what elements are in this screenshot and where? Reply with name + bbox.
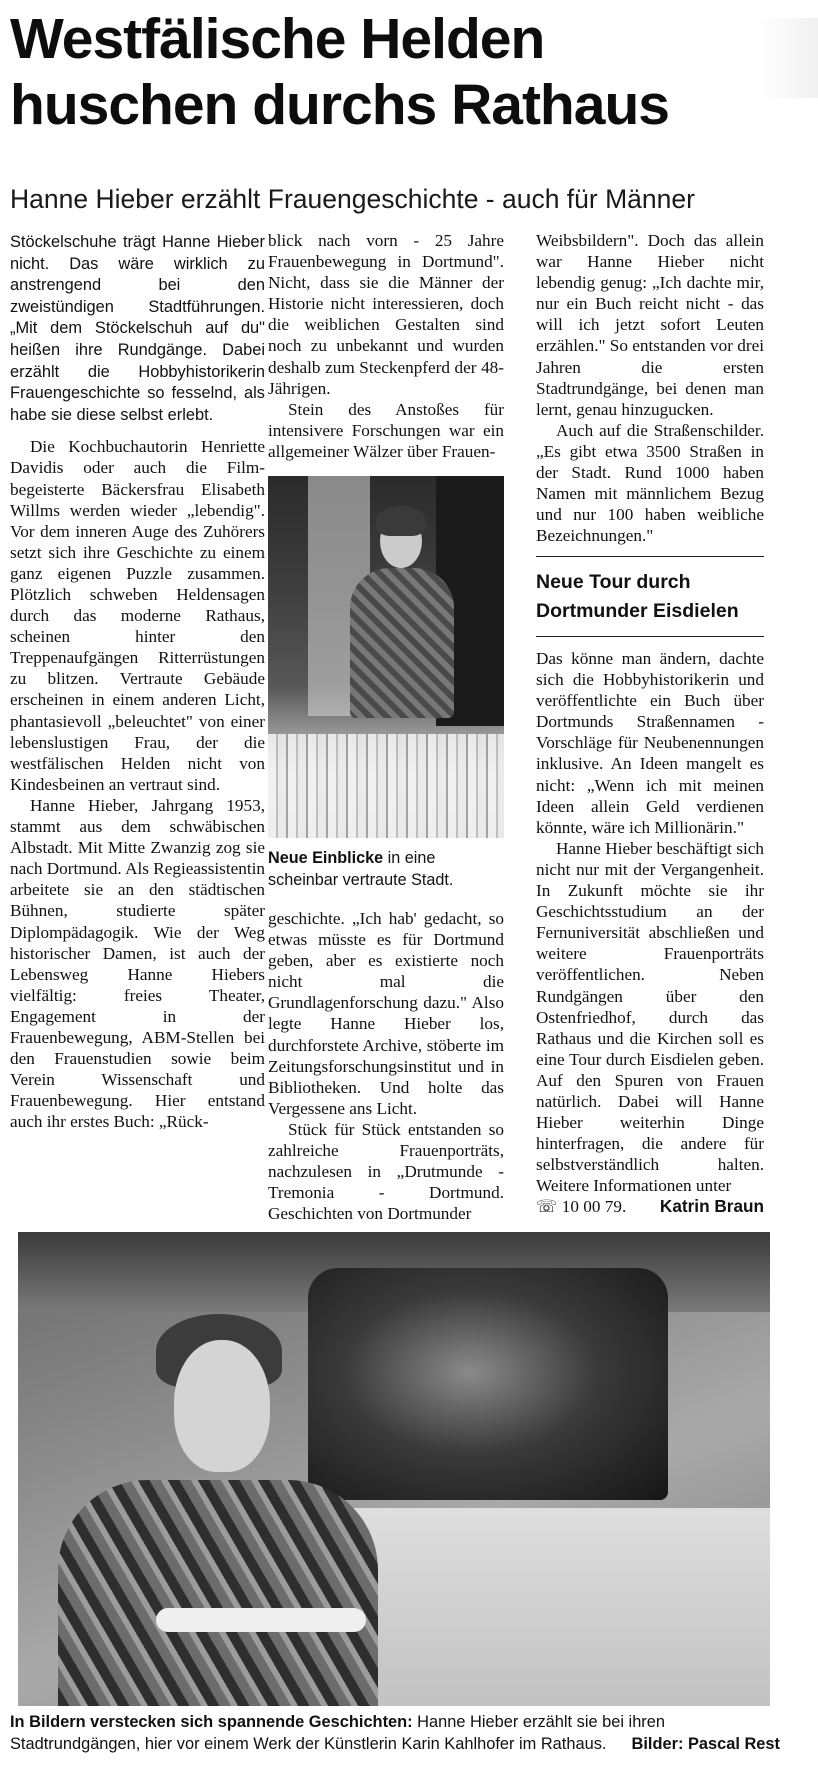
body-paragraph: Weibsbildern". Doch das allein war Hanne Hieber nicht lebendig genug: „Ich dachte mir, nur ein Buch reicht nicht - das will ich jetzt sofort Leuten erzählen." So entstanden vor drei Jahren die ersten Stadtrundgänge, bei denen man lernt, genau hinzugucken. <box>536 231 764 419</box>
photo-city-model <box>268 734 504 838</box>
body-paragraph: Hanne Hieber, Jahrgang 1953, stammt aus dem schwäbischen Albstadt. Mit Mitte Zwanzig zog sie nach Dortmund. Als Regieassistentin arbeitete sie an den städtischen Bühnen, studierte später Diplompädagogik. Wie der Weg historischer Damen, ist auch der Lebensweg Hanne Hiebers vielfältig: freies Theater, Engagement in der Frauenbewegung, ABM-Stellen bei den Frauenstudien sowie beim Verein Wissenschaft und Frauenbewegung. Hier entstand auch ihr erstes Buch: „Rück- <box>10 795 265 1132</box>
section-divider <box>536 556 764 557</box>
photo-credit: Bilder: Pascal Rest <box>631 1734 780 1753</box>
caption-text: in eine scheinbar vertraute Stadt. <box>268 849 454 889</box>
photo-woman-in-front-of-painting <box>18 1232 770 1706</box>
body-paragraph: Stein des Anstoßes für intensivere Forschungen war ein allgemeiner Wälzer über Frauen- <box>268 399 504 461</box>
article-column-3 <box>536 230 764 546</box>
body-paragraph: blick nach vorn - 25 Jahre Frauenbewegung in Dortmund". Nicht, dass sie die Männer der Historie nicht interessieren, doch die weiblichen Gestalten sind noch zu unbekannt und wurden deshalb zum Steckenpferd der 48-Jährigen. <box>268 231 504 398</box>
article-column-1 <box>10 232 265 1132</box>
photo-person-body <box>350 568 454 718</box>
photo-person-face <box>174 1340 270 1472</box>
caption-bold-lead: In Bildern verstecken sich spannende Geschichten: <box>10 1713 413 1731</box>
photo-wall <box>318 1508 770 1706</box>
author-byline: Katrin Braun <box>659 1196 764 1217</box>
body-paragraph: Hanne Hieber beschäftigt sich nicht nur mit der Vergangenheit. In Zukunft möchte sie ihr Geschichtsstudium an der Fernuniversität abschließen und weitere Frauenporträts veröffentlichen. Neben Rundgängen über den Ostenfriedhof, durch das Rathaus und die Kirchen soll es eine Tour durch Eisdielen geben. Auf den Spuren von Frauen natürlich. Dabei will Hanne Hieber weiterhin Dinge hinterfragen, die andere für selbstverständlich halten. Weitere Informationen unter <box>536 838 764 1196</box>
photo-artwork <box>308 1268 668 1500</box>
body-paragraph: Auch auf die Straßenschilder. „Es gibt etwa 3500 Straßen in der Stadt. Rund 1000 haben Namen mit männlichem Bezug und nur 100 haben weibliche Bezeichnungen." <box>536 420 764 546</box>
body-paragraph: Stück für Stück entstanden so zahlreiche Frauenporträts, nachzulesen in „Drutmunde - Tremonia - Dortmund. Geschichten von Dortmunder <box>268 1119 504 1224</box>
caption-text: Hanne Hieber erzählt sie bei ihren Stadtrundgängen, hier vor einem Werk der Künstlerin Karin Kahlhofer im Rathaus. <box>10 1713 665 1753</box>
subheadline: Hanne Hieber erzählt Frauengeschichte - auch für Männer <box>10 184 695 214</box>
caption-bold-lead: Neue Einblicke <box>268 849 384 867</box>
phone-number: ☏ 10 00 79. <box>536 1197 627 1217</box>
photo-caption-1 <box>268 848 504 892</box>
article-column-2 <box>268 230 504 462</box>
section-divider <box>536 636 764 637</box>
article-column-2-continued <box>268 908 504 1224</box>
body-paragraph: geschichte. „Ich hab' gedacht, so etwas müsste es für Dortmund geben, aber es existierte noch nicht mal die Grundlagenforschung dazu." Also legte Hanne Hieber los, durchforstete Archive, stöberte im Zeitungsforschungsinstitut und in Bibliotheken. Und holte das Vergessene ans Licht. <box>268 909 504 1118</box>
photo-person-hair <box>376 506 426 536</box>
section-subheading: Neue Tour durch Dortmunder Eisdielen <box>536 571 739 622</box>
intro-paragraph: Stöckelschuhe trägt Hanne Hieber nicht. Das wäre wirklich zu anstrengend bei den zweistündigen Stadtführungen. „Mit dem Stöckelschuh auf du" heißen ihre Rundgänge. Dabei erzählt die Hobbyhistorikerin Frauengeschichte so fesselnd, als habe sie diese selbst erlebt. <box>10 233 265 424</box>
photo-person-body <box>58 1480 378 1706</box>
photo-plate <box>156 1608 366 1632</box>
article-column-3-continued <box>536 648 764 1218</box>
body-paragraph: Die Kochbuchautorin Henriette Davidis oder auch die Film-begeisterte Bäckersfrau Elisabeth Willms werden wieder „lebendig". Vor dem inneren Auge des Zuhörers setzt sich ihre Geschichte zu einem ganz eigenen Puzzle zusammen. Plötzlich schweben Heldensagen durch das moderne Rathaus, scheinen hinter den Treppenaufgängen Ritterrüstungen zu blitzen. Vertraute Gebäude erscheinen in einem anderen Licht, phantasievoll „beleuchtet" von einer lebenslustigen Frau, der die westfälischen Helden nicht von Kindesbeinen an vertraut sind. <box>10 437 265 794</box>
headline: Westfälische Helden huschen durchs Rathaus <box>10 7 669 137</box>
body-paragraph: Das könne man ändern, dachte sich die Hobbyhistorikerin und veröffentlichte ein Buch über Dortmunds Straßennamen - Vorschläge für Neubenennungen inklusive. An Ideen mangelt es nicht: „Wenn ich mit meinen Ideen allein Geld verdienen könnte, wäre ich Millionärin." <box>536 649 764 837</box>
contact-line <box>536 1196 764 1217</box>
photo-woman-with-city-model <box>268 476 504 838</box>
photo-caption-2 <box>10 1712 780 1755</box>
